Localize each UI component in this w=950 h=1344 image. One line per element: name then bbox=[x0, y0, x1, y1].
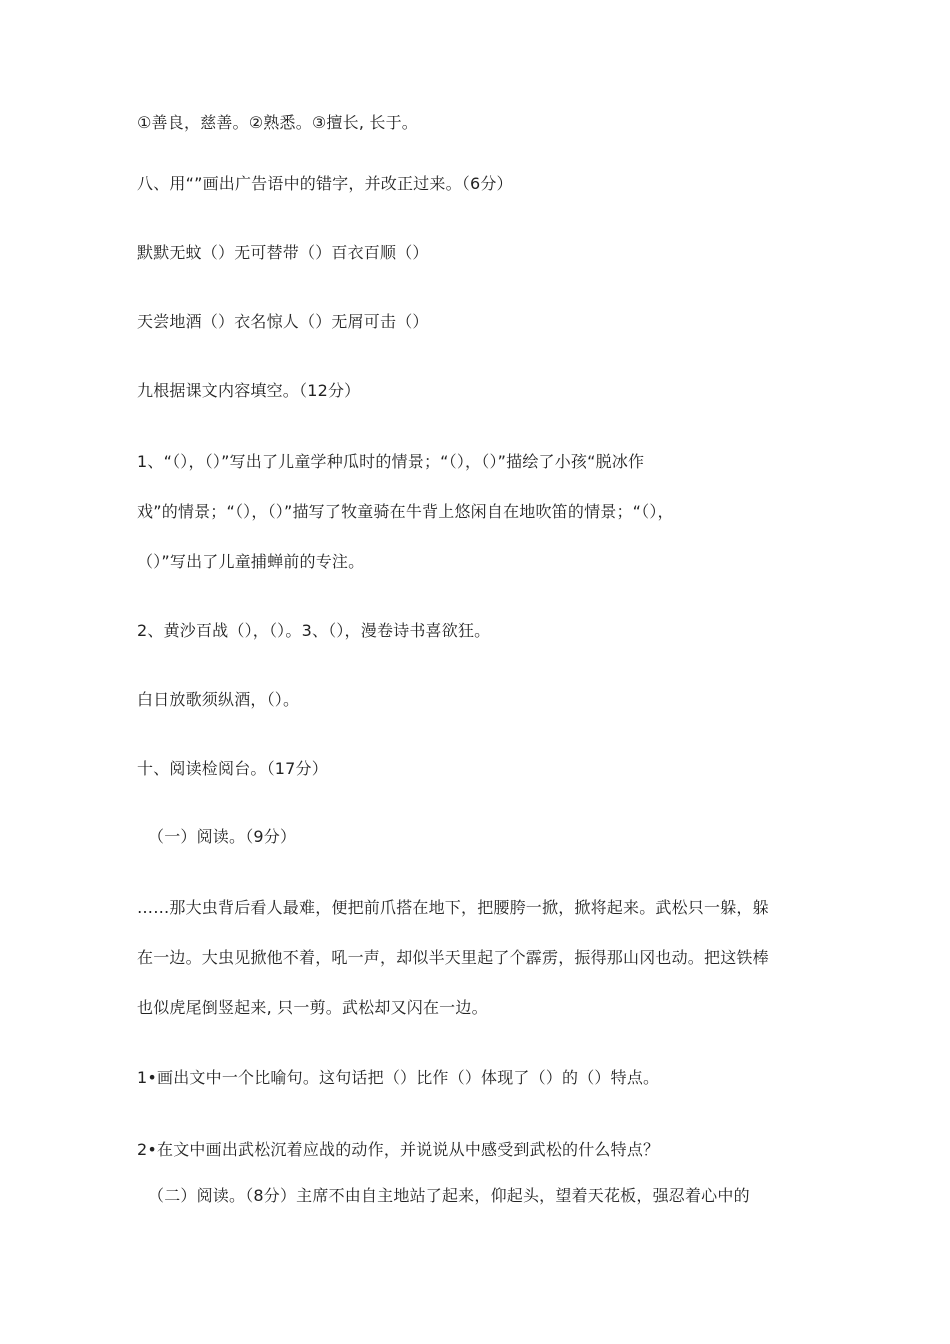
question-9-item-1-line-1: 1、“（），（）”写出了儿童学种瓜时的情景；“（），（）”描绘了小孩“脱冰作 bbox=[137, 452, 645, 471]
reading-1-passage-line-1: ……那大虫背后看人最难，便把前爪搭在地下，把腰胯一掀，掀将起来。武松只一躲，躲 bbox=[137, 898, 769, 917]
reading-1-passage-line-2: 在一边。大虫见掀他不着，吼一声，却似半天里起了个霹雳，振得那山冈也动。把这铁棒 bbox=[137, 948, 769, 967]
reading-1-question-1: 1•画出文中一个比喻句。这句话把（）比作（）体现了（）的（）特点。 bbox=[137, 1068, 660, 1087]
reading-1-heading: （一）阅读。（9分） bbox=[148, 827, 297, 846]
question-9-item-3-cont: 白日放歌须纵酒，（）。 bbox=[137, 690, 300, 709]
question-8-heading: 八、用“”画出广告语中的错字，并改正过来。（6分） bbox=[137, 174, 513, 193]
reading-2-heading-line: （二）阅读。（8分）主席不由自主地站了起来，仰起头，望着天花板，强忍着心中的 bbox=[148, 1186, 750, 1205]
question-8-items-1: 默默无蚊（）无可替带（）百衣百顺（） bbox=[137, 243, 429, 262]
answer-line-meanings: ①善良，慈善。②熟悉。③擅长, 长于。 bbox=[137, 113, 419, 132]
reading-1-question-2: 2•在文中画出武松沉着应战的动作，并说说从中感受到武松的什么特点？ bbox=[137, 1140, 660, 1159]
question-9-heading: 九根据课文内容填空。（12分） bbox=[137, 381, 361, 400]
question-9-item-1-line-2: 戏”的情景；“（），（）”描写了牧童骑在牛背上悠闲自在地吹笛的情景；“（）， bbox=[137, 502, 674, 521]
reading-1-passage-line-3: 也似虎尾倒竖起来, 只一剪。武松却又闪在一边。 bbox=[137, 998, 488, 1017]
question-9-item-2-3: 2、黄沙百战（），（）。3、（），漫卷诗书喜欲狂。 bbox=[137, 621, 491, 640]
question-10-heading: 十、阅读检阅台。（17分） bbox=[137, 759, 328, 778]
question-9-item-1-line-3: （）”写出了儿童捕蝉前的专注。 bbox=[137, 552, 365, 571]
question-8-items-2: 天尝地酒（）衣名惊人（）无屑可击（） bbox=[137, 312, 429, 331]
